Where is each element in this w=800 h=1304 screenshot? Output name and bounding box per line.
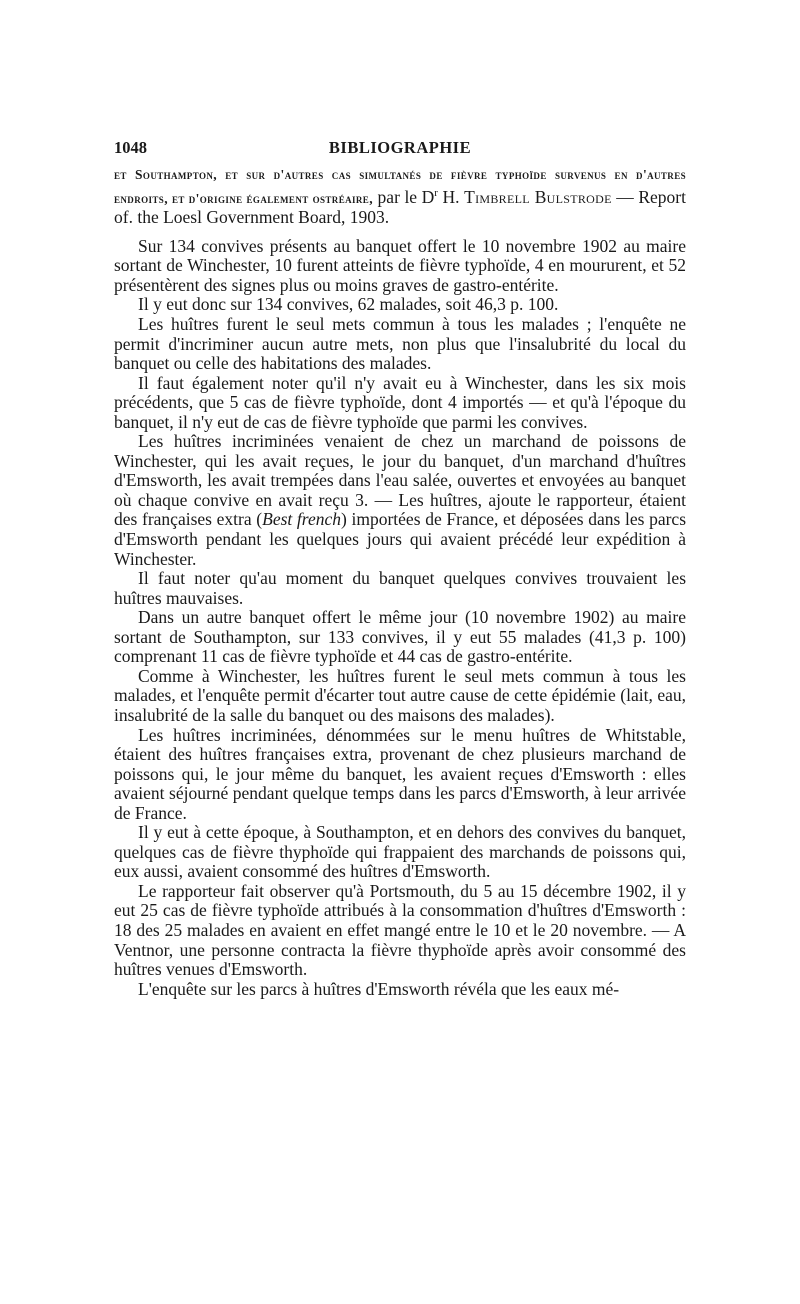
paragraph: Sur 134 convives présents au banquet offert le 10 novembre 1902 au maire sortant de Winchester, 10 furent atteints de fièvre typhoïde, 4 en moururent, et 52 présentèrent des signes plus ou moins graves de gastro-entérite. bbox=[114, 235, 686, 295]
running-title: BIBLIOGRAPHIE bbox=[328, 138, 472, 157]
reference-by: par le D bbox=[377, 186, 435, 207]
paragraph: Il y eut donc sur 134 convives, 62 malades, soit 46,3 p. 100. bbox=[138, 294, 559, 315]
paragraph: Il faut également noter qu'il n'y avait eu à Winchester, dans les six mois précédents, que 5 cas de fièvre typhoïde, dont 4 importés — et qu'à l'époque du banquet, il n'y eut de cas de fièvre typhoïde que parmi les convives. bbox=[114, 372, 686, 432]
reference-report: — Report of. the Loesl Government Board, 1903. bbox=[114, 186, 686, 227]
paragraph: Les huîtres furent le seul mets commun à tous les malades ; l'enquête ne permit d'incriminer aucun autre mets, non plus que l'insalubrité du local du banquet ou celle des habitations des malades. bbox=[114, 314, 686, 374]
paragraph: Le rapporteur fait observer qu'à Portsmouth, du 5 au 15 décembre 1902, il y eut 25 cas de fièvre typhoïde attribués à la consommation d'huîtres d'Emsworth : 18 des 25 malades en avaient en effet mangé entre le 10 et le 20 novembre. — A Ventnor, une personne contracta la fièvre thyphoïde après avoir consommé des huîtres venues d'Emsworth. bbox=[114, 880, 686, 980]
paragraph: Dans un autre banquet offert le même jour (10 novembre 1902) au maire sortant de Southampton, sur 133 convives, il y eut 55 malades (41,3 p. 100) comprenant 11 cas de fièvre typhoïde et 44 cas de gastro-entérite. bbox=[114, 607, 686, 667]
running-head bbox=[114, 138, 686, 164]
paragraph-best-french bbox=[114, 432, 686, 569]
paragraph: Comme à Winchester, les huîtres furent le seul mets commun à tous les malades, et l'enquête permit d'écarter tout autre cause de cette épidémie (lait, eau, insalubrité de la salle du banquet ou des maisons des malades). bbox=[114, 665, 686, 725]
reference-title: et Southampton, et sur d'autres cas simultanés de fièvre typhoïde survenus en d'autres endroits, et d'origine également ostréaire, bbox=[114, 167, 686, 206]
book-page bbox=[114, 138, 686, 999]
paragraph: Les huîtres incriminées, dénommées sur le menu huîtres de Whitstable, étaient des huîtres françaises extra, provenant de chez plusieurs marchand de poissons qui, le jour même du banquet, les avaient reçues d'Emsworth : elles avaient séjourné pendant quelque temps dans les parcs d'Emsworth, à leur arrivée de France. bbox=[114, 724, 686, 823]
paragraph: Il faut noter qu'au moment du banquet quelques convives trouvaient les huîtres mauvaises. bbox=[114, 568, 686, 608]
reference-dr-superscript: r bbox=[434, 187, 438, 199]
page-number: 1048 bbox=[114, 138, 147, 157]
paragraph-text: Les huîtres incriminées venaient de chez un marchand de poissons de Winchester, qui les avait reçues, le jour du banquet, d'un marchand d'huîtres d'Emsworth, les avait trempées dans l'eau salée, ouvertes et envoyées au banquet où chaque convive en avait reçu 3. — Les huîtres, ajoute le rapporteur, étaient des françaises extra ( bbox=[114, 431, 686, 530]
reference-author: Timbrell Bulstrode bbox=[464, 186, 612, 207]
bibliographic-reference bbox=[114, 164, 686, 227]
reference-author-initial: H. bbox=[437, 186, 465, 207]
paragraph: Il y eut à cette époque, à Southampton, et en dehors des convives du banquet, quelques cas de fièvre thyphoïde qui frappaient des marchands de poissons qui, eux aussi, avaient consommé des huîtres d'Emsworth. bbox=[114, 822, 686, 882]
paragraph-text: ) importées de France, et déposées dans les parcs d'Emsworth pendant les quelques jours qui avaient précédé leur expédition à Winchester. bbox=[114, 509, 686, 569]
italic-term: Best french bbox=[262, 509, 341, 530]
paragraph: L'enquête sur les parcs à huîtres d'Emsworth révéla que les eaux mé- bbox=[138, 978, 620, 999]
